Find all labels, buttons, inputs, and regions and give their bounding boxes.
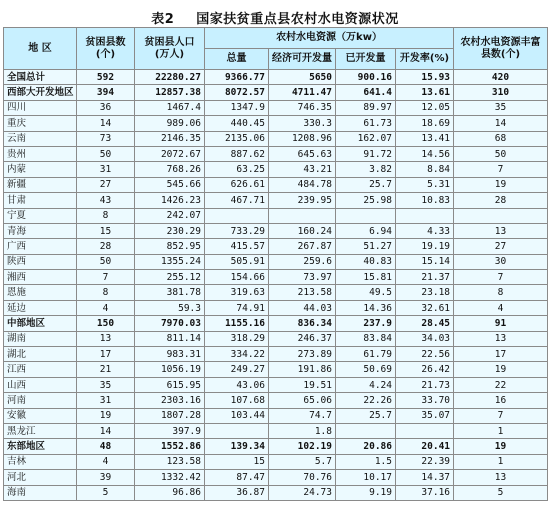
- cell-total: 318.29: [205, 331, 269, 346]
- cell-total: 415.57: [205, 239, 269, 254]
- cell-population: 1355.24: [135, 254, 205, 269]
- cell-population: 22280.27: [135, 70, 205, 85]
- cell-rich-counties: 4: [454, 300, 548, 315]
- cell-rich-counties: 14: [454, 116, 548, 131]
- cell-counties: 13: [77, 331, 135, 346]
- cell-counties: 150: [77, 316, 135, 331]
- cell-population: 96.86: [135, 485, 205, 500]
- cell-population: 2146.35: [135, 131, 205, 146]
- cell-exploitable: 74.7: [269, 408, 336, 423]
- cell-population: 1552.86: [135, 439, 205, 454]
- cell-rich-counties: 27: [454, 239, 548, 254]
- cell-counties: 35: [77, 377, 135, 392]
- cell-rate: 22.56: [396, 347, 454, 362]
- cell-total: 63.25: [205, 162, 269, 177]
- cell-total: 1155.16: [205, 316, 269, 331]
- cell-region: 河南: [4, 393, 77, 408]
- cell-exploitable: 746.35: [269, 100, 336, 115]
- cell-rich-counties: 22: [454, 377, 548, 392]
- cell-total: 467.71: [205, 193, 269, 208]
- cell-region: 西部大开发地区: [4, 85, 77, 100]
- cell-rich-counties: 28: [454, 193, 548, 208]
- cell-region: 安徽: [4, 408, 77, 423]
- table-row: [4, 208, 548, 223]
- cell-rate: [396, 423, 454, 438]
- table-row: [4, 85, 548, 100]
- table-row: [4, 193, 548, 208]
- cell-counties: 36: [77, 100, 135, 115]
- cell-developed: 91.72: [336, 146, 396, 161]
- cell-counties: 15: [77, 223, 135, 238]
- cell-developed: 14.36: [336, 300, 396, 315]
- cell-total: 505.91: [205, 254, 269, 269]
- cell-total: 9366.77: [205, 70, 269, 85]
- cell-developed: 1.5: [336, 454, 396, 469]
- cell-total: 107.68: [205, 393, 269, 408]
- cell-total: 334.22: [205, 347, 269, 362]
- cell-developed: 9.19: [336, 485, 396, 500]
- cell-region: 云南: [4, 131, 77, 146]
- cell-population: 397.9: [135, 423, 205, 438]
- table-row: [4, 70, 548, 85]
- cell-population: 1332.42: [135, 470, 205, 485]
- table-row: [4, 270, 548, 285]
- cell-region: 海南: [4, 485, 77, 500]
- cell-region: 东部地区: [4, 439, 77, 454]
- cell-population: 768.26: [135, 162, 205, 177]
- cell-rate: 4.33: [396, 223, 454, 238]
- cell-rate: 26.42: [396, 362, 454, 377]
- cell-exploitable: 160.24: [269, 223, 336, 238]
- cell-rate: 12.05: [396, 100, 454, 115]
- table-row: [4, 254, 548, 269]
- cell-rate: 32.61: [396, 300, 454, 315]
- cell-counties: 7: [77, 270, 135, 285]
- cell-developed: 25.7: [336, 177, 396, 192]
- cell-region: 四川: [4, 100, 77, 115]
- cell-region: 内蒙: [4, 162, 77, 177]
- cell-counties: 592: [77, 70, 135, 85]
- cell-counties: 14: [77, 116, 135, 131]
- cell-region: 江西: [4, 362, 77, 377]
- cell-developed: 900.16: [336, 70, 396, 85]
- cell-developed: [336, 423, 396, 438]
- cell-developed: 6.94: [336, 223, 396, 238]
- cell-counties: 50: [77, 254, 135, 269]
- cell-developed: 61.73: [336, 116, 396, 131]
- cell-exploitable: 73.97: [269, 270, 336, 285]
- cell-developed: 641.4: [336, 85, 396, 100]
- cell-region: 宁夏: [4, 208, 77, 223]
- cell-rate: 15.93: [396, 70, 454, 85]
- data-table: [3, 27, 548, 501]
- table-row: [4, 423, 548, 438]
- cell-rich-counties: 13: [454, 223, 548, 238]
- cell-region: 青海: [4, 223, 77, 238]
- cell-exploitable: 65.06: [269, 393, 336, 408]
- cell-total: 440.45: [205, 116, 269, 131]
- cell-exploitable: 273.89: [269, 347, 336, 362]
- table-row: [4, 316, 548, 331]
- cell-counties: 48: [77, 439, 135, 454]
- cell-region: 湖南: [4, 331, 77, 346]
- cell-population: 983.31: [135, 347, 205, 362]
- header-hydro-group: 农村水电资源（万kw）: [205, 28, 454, 49]
- cell-exploitable: 44.03: [269, 300, 336, 315]
- cell-exploitable: 213.58: [269, 285, 336, 300]
- cell-developed: 61.79: [336, 347, 396, 362]
- cell-total: 87.47: [205, 470, 269, 485]
- cell-region: 新疆: [4, 177, 77, 192]
- cell-region: 恩施: [4, 285, 77, 300]
- header-rate: 开发率(%): [396, 49, 454, 70]
- cell-rich-counties: 1: [454, 454, 548, 469]
- cell-rate: 10.83: [396, 193, 454, 208]
- header-region: 地 区: [4, 28, 77, 70]
- table-row: [4, 408, 548, 423]
- table-row: [4, 331, 548, 346]
- cell-population: 1467.4: [135, 100, 205, 115]
- cell-total: 103.44: [205, 408, 269, 423]
- cell-region: 河北: [4, 470, 77, 485]
- cell-developed: 22.26: [336, 393, 396, 408]
- cell-population: 811.14: [135, 331, 205, 346]
- table-row: [4, 377, 548, 392]
- cell-exploitable: 19.51: [269, 377, 336, 392]
- cell-total: 887.62: [205, 146, 269, 161]
- cell-counties: 73: [77, 131, 135, 146]
- cell-rich-counties: 8: [454, 285, 548, 300]
- cell-total: [205, 208, 269, 223]
- cell-counties: 31: [77, 162, 135, 177]
- header-rich-counties: 农村水电资源丰富县数(个): [454, 28, 548, 70]
- table-row: [4, 116, 548, 131]
- cell-population: 12857.38: [135, 85, 205, 100]
- cell-counties: 39: [77, 470, 135, 485]
- cell-region: 中部地区: [4, 316, 77, 331]
- table-row: [4, 285, 548, 300]
- cell-rich-counties: 30: [454, 254, 548, 269]
- cell-region: 贵州: [4, 146, 77, 161]
- cell-rate: 14.56: [396, 146, 454, 161]
- cell-exploitable: 43.21: [269, 162, 336, 177]
- cell-exploitable: 484.78: [269, 177, 336, 192]
- cell-region: 全国总计: [4, 70, 77, 85]
- cell-rich-counties: 7: [454, 162, 548, 177]
- cell-exploitable: 1208.96: [269, 131, 336, 146]
- cell-rich-counties: 35: [454, 100, 548, 115]
- cell-total: 154.66: [205, 270, 269, 285]
- cell-region: 山西: [4, 377, 77, 392]
- cell-total: 2135.06: [205, 131, 269, 146]
- cell-total: 249.27: [205, 362, 269, 377]
- cell-rich-counties: 19: [454, 177, 548, 192]
- cell-rich-counties: 17: [454, 347, 548, 362]
- header-total: 总量: [205, 49, 269, 70]
- cell-exploitable: 836.34: [269, 316, 336, 331]
- cell-rich-counties: 16: [454, 393, 548, 408]
- cell-exploitable: 5.7: [269, 454, 336, 469]
- cell-region: 湘西: [4, 270, 77, 285]
- table-number: 表2: [151, 12, 175, 27]
- cell-counties: 394: [77, 85, 135, 100]
- cell-counties: 21: [77, 362, 135, 377]
- cell-population: 852.95: [135, 239, 205, 254]
- cell-total: 319.63: [205, 285, 269, 300]
- cell-total: 74.91: [205, 300, 269, 315]
- table-row: [4, 239, 548, 254]
- cell-exploitable: 191.86: [269, 362, 336, 377]
- cell-exploitable: 5650: [269, 70, 336, 85]
- cell-population: 1807.28: [135, 408, 205, 423]
- cell-region: 吉林: [4, 454, 77, 469]
- cell-population: 1056.19: [135, 362, 205, 377]
- table-row: [4, 362, 548, 377]
- table-row: [4, 393, 548, 408]
- cell-rich-counties: 13: [454, 470, 548, 485]
- header-developed: 已开发量: [336, 49, 396, 70]
- cell-developed: 10.17: [336, 470, 396, 485]
- cell-exploitable: 246.37: [269, 331, 336, 346]
- cell-rich-counties: 19: [454, 439, 548, 454]
- cell-population: 242.07: [135, 208, 205, 223]
- cell-population: 255.12: [135, 270, 205, 285]
- table-row: [4, 177, 548, 192]
- cell-population: 2303.16: [135, 393, 205, 408]
- cell-developed: 237.9: [336, 316, 396, 331]
- cell-total: 139.34: [205, 439, 269, 454]
- cell-population: 989.06: [135, 116, 205, 131]
- cell-exploitable: 267.87: [269, 239, 336, 254]
- cell-total: 15: [205, 454, 269, 469]
- cell-exploitable: 102.19: [269, 439, 336, 454]
- cell-rich-counties: 91: [454, 316, 548, 331]
- cell-counties: 5: [77, 485, 135, 500]
- table-title-text: 国家扶贫重点县农村水电资源状况: [196, 12, 399, 27]
- cell-population: 381.78: [135, 285, 205, 300]
- header-counties: 贫困县数(个): [77, 28, 135, 70]
- cell-total: 8072.57: [205, 85, 269, 100]
- cell-counties: 4: [77, 300, 135, 315]
- cell-exploitable: 259.6: [269, 254, 336, 269]
- cell-counties: 28: [77, 239, 135, 254]
- cell-region: 陕西: [4, 254, 77, 269]
- cell-rate: 37.16: [396, 485, 454, 500]
- cell-developed: 40.83: [336, 254, 396, 269]
- cell-exploitable: 1.8: [269, 423, 336, 438]
- cell-rich-counties: 50: [454, 146, 548, 161]
- cell-exploitable: 330.3: [269, 116, 336, 131]
- cell-counties: 8: [77, 285, 135, 300]
- cell-population: 123.58: [135, 454, 205, 469]
- cell-rate: 20.41: [396, 439, 454, 454]
- cell-total: 1347.9: [205, 100, 269, 115]
- cell-rate: 19.19: [396, 239, 454, 254]
- cell-developed: 25.98: [336, 193, 396, 208]
- cell-developed: 4.24: [336, 377, 396, 392]
- cell-developed: 20.86: [336, 439, 396, 454]
- cell-exploitable: 239.95: [269, 193, 336, 208]
- cell-exploitable: 70.76: [269, 470, 336, 485]
- cell-rate: 21.73: [396, 377, 454, 392]
- cell-region: 黑龙江: [4, 423, 77, 438]
- header-exploitable: 经济可开发量: [269, 49, 336, 70]
- cell-exploitable: 645.63: [269, 146, 336, 161]
- cell-developed: 15.81: [336, 270, 396, 285]
- cell-rate: 15.14: [396, 254, 454, 269]
- cell-counties: 8: [77, 208, 135, 223]
- table-row: [4, 223, 548, 238]
- cell-rate: 28.45: [396, 316, 454, 331]
- cell-rich-counties: 13: [454, 331, 548, 346]
- cell-exploitable: 4711.47: [269, 85, 336, 100]
- cell-developed: 50.69: [336, 362, 396, 377]
- cell-rich-counties: 68: [454, 131, 548, 146]
- cell-rate: 8.84: [396, 162, 454, 177]
- cell-counties: 17: [77, 347, 135, 362]
- cell-population: 2072.67: [135, 146, 205, 161]
- table-row: [4, 131, 548, 146]
- cell-rich-counties: [454, 208, 548, 223]
- cell-rate: 33.70: [396, 393, 454, 408]
- cell-rate: 22.39: [396, 454, 454, 469]
- cell-rich-counties: 420: [454, 70, 548, 85]
- cell-rate: 23.18: [396, 285, 454, 300]
- table-row: [4, 470, 548, 485]
- cell-rate: 13.41: [396, 131, 454, 146]
- table-row: [4, 485, 548, 500]
- cell-rate: 34.03: [396, 331, 454, 346]
- table-row: [4, 100, 548, 115]
- cell-rich-counties: 7: [454, 408, 548, 423]
- cell-region: 延边: [4, 300, 77, 315]
- cell-rate: [396, 208, 454, 223]
- cell-developed: [336, 208, 396, 223]
- cell-developed: 49.5: [336, 285, 396, 300]
- cell-rich-counties: 19: [454, 362, 548, 377]
- cell-rich-counties: 310: [454, 85, 548, 100]
- table-title: [0, 8, 550, 27]
- cell-population: 615.95: [135, 377, 205, 392]
- cell-rate: 5.31: [396, 177, 454, 192]
- cell-region: 甘肃: [4, 193, 77, 208]
- cell-total: 626.61: [205, 177, 269, 192]
- cell-developed: 89.97: [336, 100, 396, 115]
- cell-rate: 18.69: [396, 116, 454, 131]
- cell-counties: 50: [77, 146, 135, 161]
- cell-rate: 21.37: [396, 270, 454, 285]
- table-body: [4, 70, 548, 501]
- table-row: [4, 300, 548, 315]
- cell-rate: 14.37: [396, 470, 454, 485]
- header-population: 贫困县人口(万人): [135, 28, 205, 70]
- cell-region: 广西: [4, 239, 77, 254]
- cell-population: 59.3: [135, 300, 205, 315]
- table-row: [4, 162, 548, 177]
- cell-developed: 162.07: [336, 131, 396, 146]
- cell-developed: 3.82: [336, 162, 396, 177]
- cell-counties: 14: [77, 423, 135, 438]
- cell-counties: 27: [77, 177, 135, 192]
- cell-total: 36.87: [205, 485, 269, 500]
- table-row: [4, 347, 548, 362]
- cell-counties: 31: [77, 393, 135, 408]
- cell-population: 230.29: [135, 223, 205, 238]
- cell-population: 7970.03: [135, 316, 205, 331]
- cell-population: 1426.23: [135, 193, 205, 208]
- table-row: [4, 439, 548, 454]
- cell-total: 43.06: [205, 377, 269, 392]
- cell-total: [205, 423, 269, 438]
- cell-developed: 83.84: [336, 331, 396, 346]
- table-row: [4, 146, 548, 161]
- cell-developed: 25.7: [336, 408, 396, 423]
- cell-region: 重庆: [4, 116, 77, 131]
- cell-rich-counties: 5: [454, 485, 548, 500]
- table-row: [4, 454, 548, 469]
- cell-rate: 35.07: [396, 408, 454, 423]
- cell-counties: 43: [77, 193, 135, 208]
- cell-counties: 4: [77, 454, 135, 469]
- cell-exploitable: [269, 208, 336, 223]
- cell-rate: 13.61: [396, 85, 454, 100]
- cell-developed: 51.27: [336, 239, 396, 254]
- cell-total: 733.29: [205, 223, 269, 238]
- cell-rich-counties: 7: [454, 270, 548, 285]
- cell-exploitable: 24.73: [269, 485, 336, 500]
- cell-counties: 19: [77, 408, 135, 423]
- cell-region: 湖北: [4, 347, 77, 362]
- cell-rich-counties: 1: [454, 423, 548, 438]
- cell-population: 545.66: [135, 177, 205, 192]
